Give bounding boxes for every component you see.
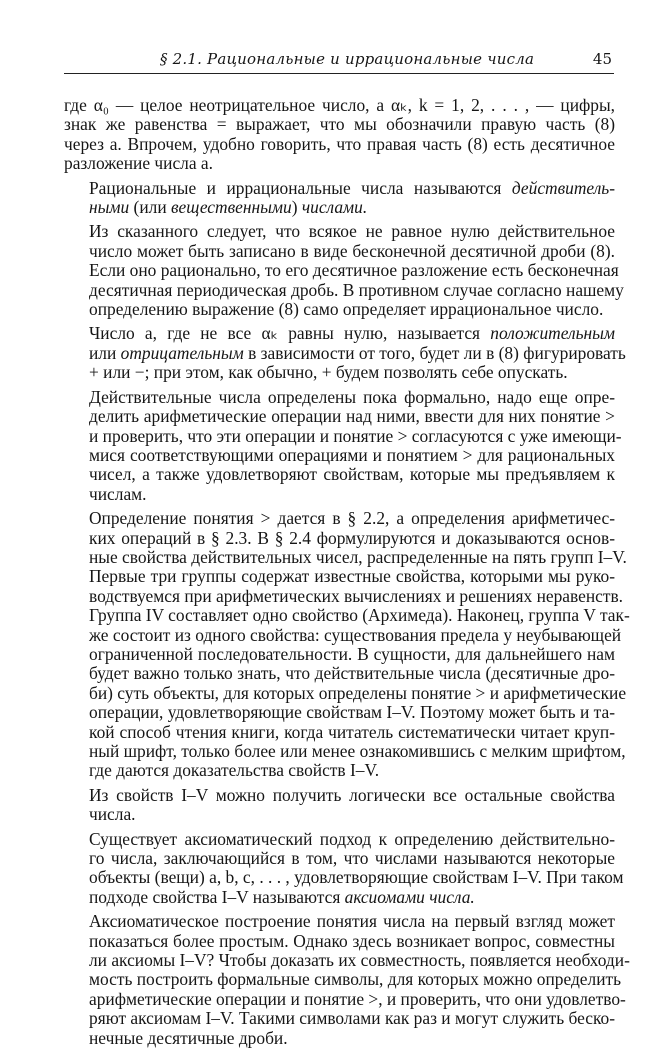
- text-line: знак же равенства = выражает, что мы обозначили правую часть (8): [64, 114, 615, 135]
- body-text: [64, 95, 630, 1053]
- text-line: ряют аксиомам I–V. Такими символами как раз и могут служить беско-: [89, 1008, 616, 1029]
- italic-term: отрицательным: [120, 342, 244, 363]
- text-line: Из сказанного следует, что всякое не равное нулю действительное: [89, 221, 615, 242]
- text-line: [64, 198, 615, 217]
- text-line: где даются доказательства свойств I–V.: [89, 760, 380, 781]
- text-line: + или −; при этом, как обычно, + будем позволять себе опускать.: [89, 362, 568, 383]
- paragraph-5: [64, 386, 622, 504]
- text-line: через a. Впрочем, удобно говорить, что правая часть (8) есть десятичное: [64, 133, 615, 154]
- text-line: показаться более простым. Однако здесь возникает вопрос, совместны: [89, 930, 615, 951]
- text-line: число может быть записано в виде бесконечной десятичной дроби (8).: [89, 240, 615, 261]
- text-line: Первые три группы содержат известные свойства, которыми мы руко-: [89, 566, 615, 587]
- text-line: ные свойства действительных чисел, распределенные на пять групп I–V.: [89, 546, 627, 567]
- paragraph-1: [64, 96, 615, 174]
- text-line: определению выражение (8) само определяет иррациональное число.: [89, 299, 604, 320]
- text-line: Группа IV составляет одно свойство (Архимеда). Наконец, группа V так-: [89, 605, 630, 626]
- text-line: арифметические операции и понятие >, и проверить, что они удовлетво-: [89, 988, 626, 1009]
- text-line: нечные десятичные дроби.: [89, 1027, 288, 1048]
- paragraph-4: [64, 323, 626, 383]
- text-line: водствуемся при арифметических вычислениях и решениях неравенств.: [89, 585, 624, 606]
- italic-term: вещественными: [170, 197, 292, 218]
- text-run: ): [291, 197, 302, 218]
- text-line: подходе свойства I–V называются аксиомами числа.: [89, 886, 475, 907]
- text-line: десятичная периодическая дробь. В противном случае согласно нашему: [89, 279, 624, 300]
- text-line: кой способ чтения книги, когда читатель систематически читает круп-: [89, 721, 615, 742]
- italic-term: положительным: [490, 323, 615, 344]
- text-line: делить арифметические операции над ними, ввести для них понятие >: [89, 406, 615, 427]
- header-rule: [64, 73, 614, 74]
- text-line: [64, 179, 615, 198]
- text-line: разложение числа a.: [64, 153, 213, 174]
- text-line: ный шрифт, только более или менее ознакомившись с мелким шрифтом,: [89, 741, 626, 761]
- text-line: же состоит из одного свойства: существования предела у неубывающей: [89, 624, 622, 645]
- paragraph-2: [64, 179, 615, 218]
- text-line: мися соответствующими операциями и понятием > для рациональных: [89, 444, 615, 465]
- section-title: § 2.1. Рациональные и иррациональные числа: [160, 50, 535, 68]
- text-line: или отрицательным в зависимости от того, будет ли в (8) фигурировать: [89, 342, 626, 363]
- page-number: 45: [592, 50, 612, 68]
- text-line: Из свойств I–V можно получить логически все остальные свойства: [89, 784, 615, 805]
- text-line: ограниченной последовательности. В сущности, для дальнейшего нам: [89, 643, 615, 664]
- text-line: го числа, заключающийся в том, что числами называются некоторые: [89, 848, 615, 869]
- text-line: чисел, а также удовлетворяют свойствам, которые мы предъявляем к: [89, 464, 615, 485]
- text-line: числам.: [89, 483, 147, 504]
- text-line: ли аксиомы I–V? Чтобы доказать их совместность, появляется необходи-: [89, 950, 630, 971]
- paragraph-7: [64, 786, 615, 825]
- italic-term: действитель-: [511, 177, 615, 198]
- text-line: Определение понятия > дается в § 2.2, а определения арифметичес-: [89, 508, 615, 529]
- text-line: Если оно рационально, то его десятичное разложение есть бесконечная: [89, 260, 619, 281]
- text-run: (или: [129, 197, 171, 218]
- text-line: и проверить, что эти операции и понятие > согласуются с уже имеющи-: [89, 425, 622, 446]
- text-line: числа.: [89, 804, 136, 825]
- italic-term: ными: [89, 197, 130, 218]
- paragraph-9: [64, 911, 630, 1048]
- text-line: операции, удовлетворяющие свойствам I–V. Поэтому может быть и та-: [89, 702, 615, 723]
- text-line: объекты (вещи) a, b, c, . . . , удовлетворяющие свойствам I–V. При таком: [89, 867, 624, 888]
- text-run: Рациональные и иррациональные числа называются: [89, 177, 512, 198]
- text-line: будет важно только знать, что действительные числа (десятичные дро-: [89, 663, 615, 684]
- text-line: где α₀ — целое неотрицательное число, а αₖ, k = 1, 2, . . . , — цифры,: [64, 95, 615, 115]
- text-line: Существует аксиоматический подход к определению действительно-: [89, 828, 615, 849]
- running-header: [64, 48, 614, 76]
- text-line: Действительные числа определены пока формально, надо еще опре-: [89, 386, 615, 407]
- text-line: Аксиоматическое построение понятия числа на первый взгляд может: [89, 911, 615, 932]
- text-line: ких операций в § 2.3. В § 2.4 формулируются и доказываются основ-: [89, 527, 615, 548]
- text-line: мость построить формальные символы, для которых можно определить: [89, 969, 622, 990]
- italic-term: числами.: [301, 197, 368, 218]
- paragraph-8: [64, 828, 624, 908]
- paragraph-3: [64, 221, 624, 320]
- text-line: би) суть объекты, для которых определены понятие > и арифметические: [89, 682, 627, 703]
- italic-term: аксиомами числа.: [344, 886, 475, 907]
- text-line: Число a, где не все αₖ равны нулю, называется положительным: [89, 323, 615, 344]
- paragraph-6: [64, 508, 630, 781]
